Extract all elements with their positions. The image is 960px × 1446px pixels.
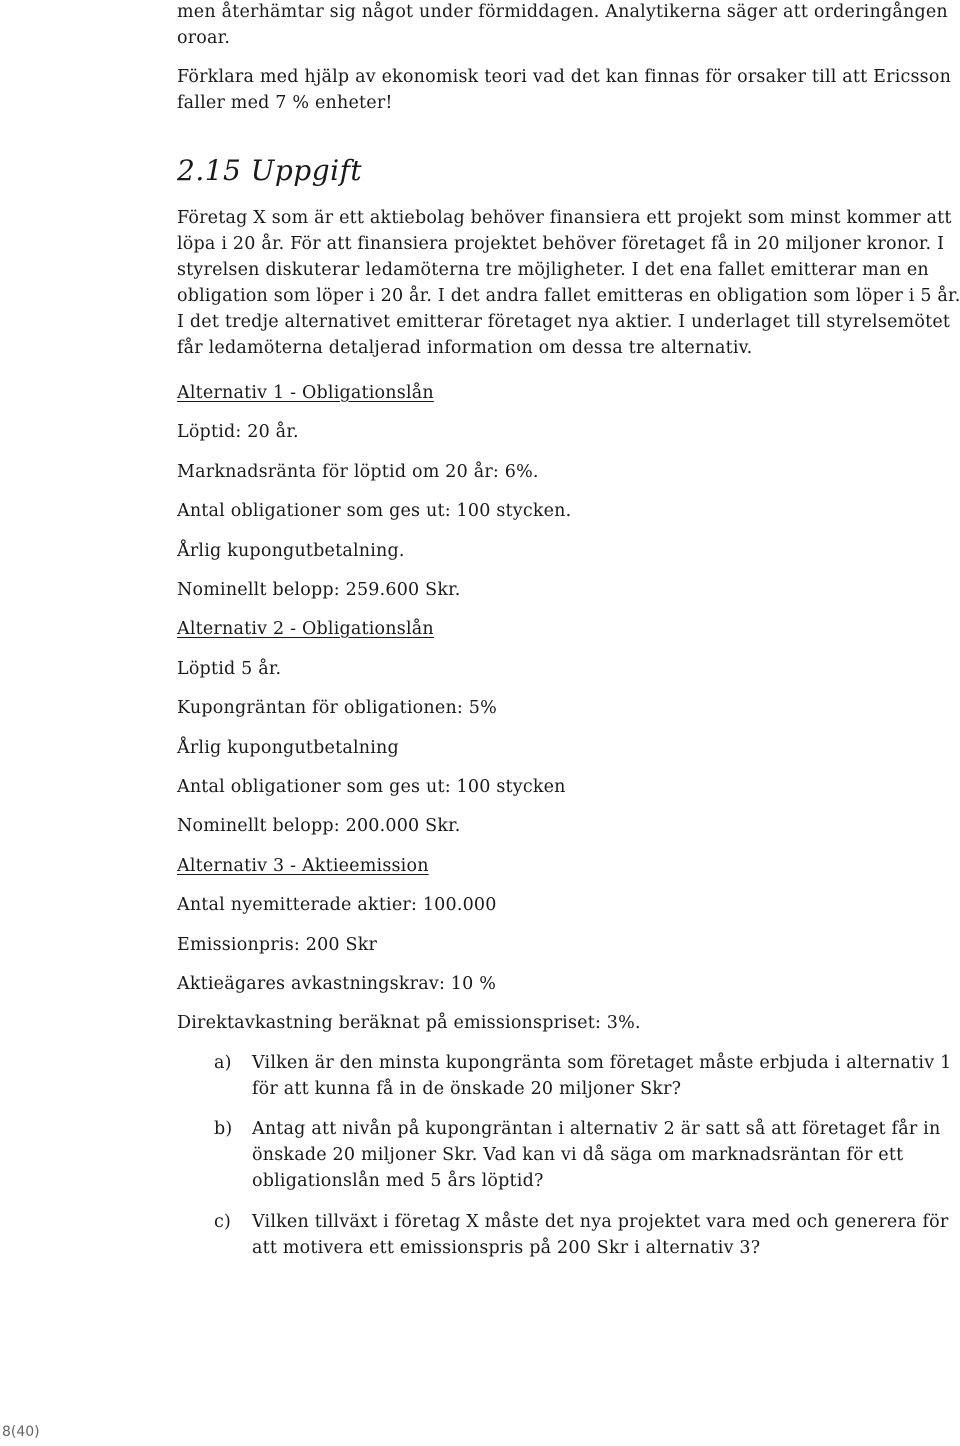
question-line: Förklara med hjälp av ekonomisk teori vad det kan finnas för orsaker till att Ericsson: [177, 67, 952, 87]
alt3-title: Alternativ 3 - Aktieemission: [177, 856, 429, 876]
alt2-item: Årlig kupongutbetalning: [177, 738, 399, 758]
page-number: 8(40): [2, 1424, 40, 1440]
alt2-item: Nominellt belopp: 200.000 Skr.: [177, 816, 461, 836]
alt1-item: Antal obligationer som ges ut: 100 stycken.: [177, 501, 572, 521]
question-c-text: att motivera ett emissionspris på 200 Skr i: [252, 1238, 646, 1258]
question-a-line: för att kunna få in de önskade 20 miljoner Skr?: [252, 1079, 682, 1099]
question-b-letter: b): [214, 1119, 233, 1139]
question-c-line: [252, 1237, 760, 1259]
alt3-item: Direktavkastning beräknat på emissionspriset: 3%.: [177, 1013, 641, 1033]
alt3-item: Aktieägares avkastningskrav: 10 %: [177, 974, 497, 994]
alt1-item: Nominellt belopp: 259.600 Skr.: [177, 580, 461, 600]
alt3-item: Antal nyemitterade aktier: 100.000: [177, 895, 497, 915]
question-b-text: Antag att nivån på kupongräntan i: [252, 1119, 570, 1139]
question-line: faller med 7 % enheter!: [177, 93, 393, 113]
alt2-title: Alternativ 2 - Obligationslån: [177, 619, 434, 639]
body-line: styrelsen diskuterar ledamöterna tre möjligheter. I det ena fallet emitterar man en: [177, 260, 929, 280]
question-c-line: Vilken tillväxt i företag X måste det nya projektet vara med och generera för: [252, 1212, 949, 1232]
alt1-title: Alternativ 1 - Obligationslån: [177, 383, 434, 403]
question-b-text: är satt så att företaget får in: [674, 1119, 941, 1139]
alt1-item: Marknadsränta för löptid om 20 år: 6%.: [177, 462, 539, 482]
question-c-text: ?: [750, 1238, 761, 1258]
alt1-item: Löptid: 20 år.: [177, 422, 299, 442]
body-line: Företag X som är ett aktiebolag behöver finansiera ett projekt som minst kommer att: [177, 208, 952, 228]
body-line: I det tredje alternativet emitterar företaget nya aktier. I underlaget till styrelsemötet: [177, 312, 951, 332]
alt3-item: Emissionpris: 200 Skr: [177, 935, 378, 955]
alt2-item: Kupongräntan för obligationen: 5%: [177, 698, 497, 718]
intro-line: oroar.: [177, 28, 231, 48]
question-b-line: [252, 1118, 940, 1140]
question-a-line: [252, 1052, 951, 1074]
question-b-line: önskade 20 miljoner Skr. Vad kan vi då säga om marknadsräntan för ett: [252, 1145, 904, 1165]
question-a-text: Vilken är den minsta kupongränta som företaget måste erbjuda i: [252, 1053, 847, 1073]
alt1-item: Årlig kupongutbetalning.: [177, 541, 405, 561]
alt2-item: Löptid 5 år.: [177, 659, 282, 679]
question-b-emphasis: alternativ 2: [569, 1119, 675, 1139]
body-line: får ledamöterna detaljerad information om dessa tre alternativ.: [177, 338, 753, 358]
section-heading: 2.15 Uppgift: [177, 154, 363, 187]
question-c-emphasis: alternativ 3: [645, 1238, 751, 1258]
question-c-letter: c): [214, 1212, 232, 1232]
body-line: obligation som löper i 20 år. I det andra fallet emitteras en obligation som löper i 5 år.: [177, 286, 960, 306]
intro-line: men återhämtar sig något under förmiddagen. Analytikerna säger att orderingången: [177, 2, 948, 22]
question-a-emphasis: alternativ 1: [846, 1053, 952, 1073]
body-line: löpa i 20 år. För att finansiera projektet behöver företaget få in 20 miljoner kronor. I: [177, 234, 945, 254]
question-a-letter: a): [214, 1053, 232, 1073]
question-b-line: obligationslån med 5 års löptid?: [252, 1171, 544, 1191]
alt2-item: Antal obligationer som ges ut: 100 stycken: [177, 777, 566, 797]
